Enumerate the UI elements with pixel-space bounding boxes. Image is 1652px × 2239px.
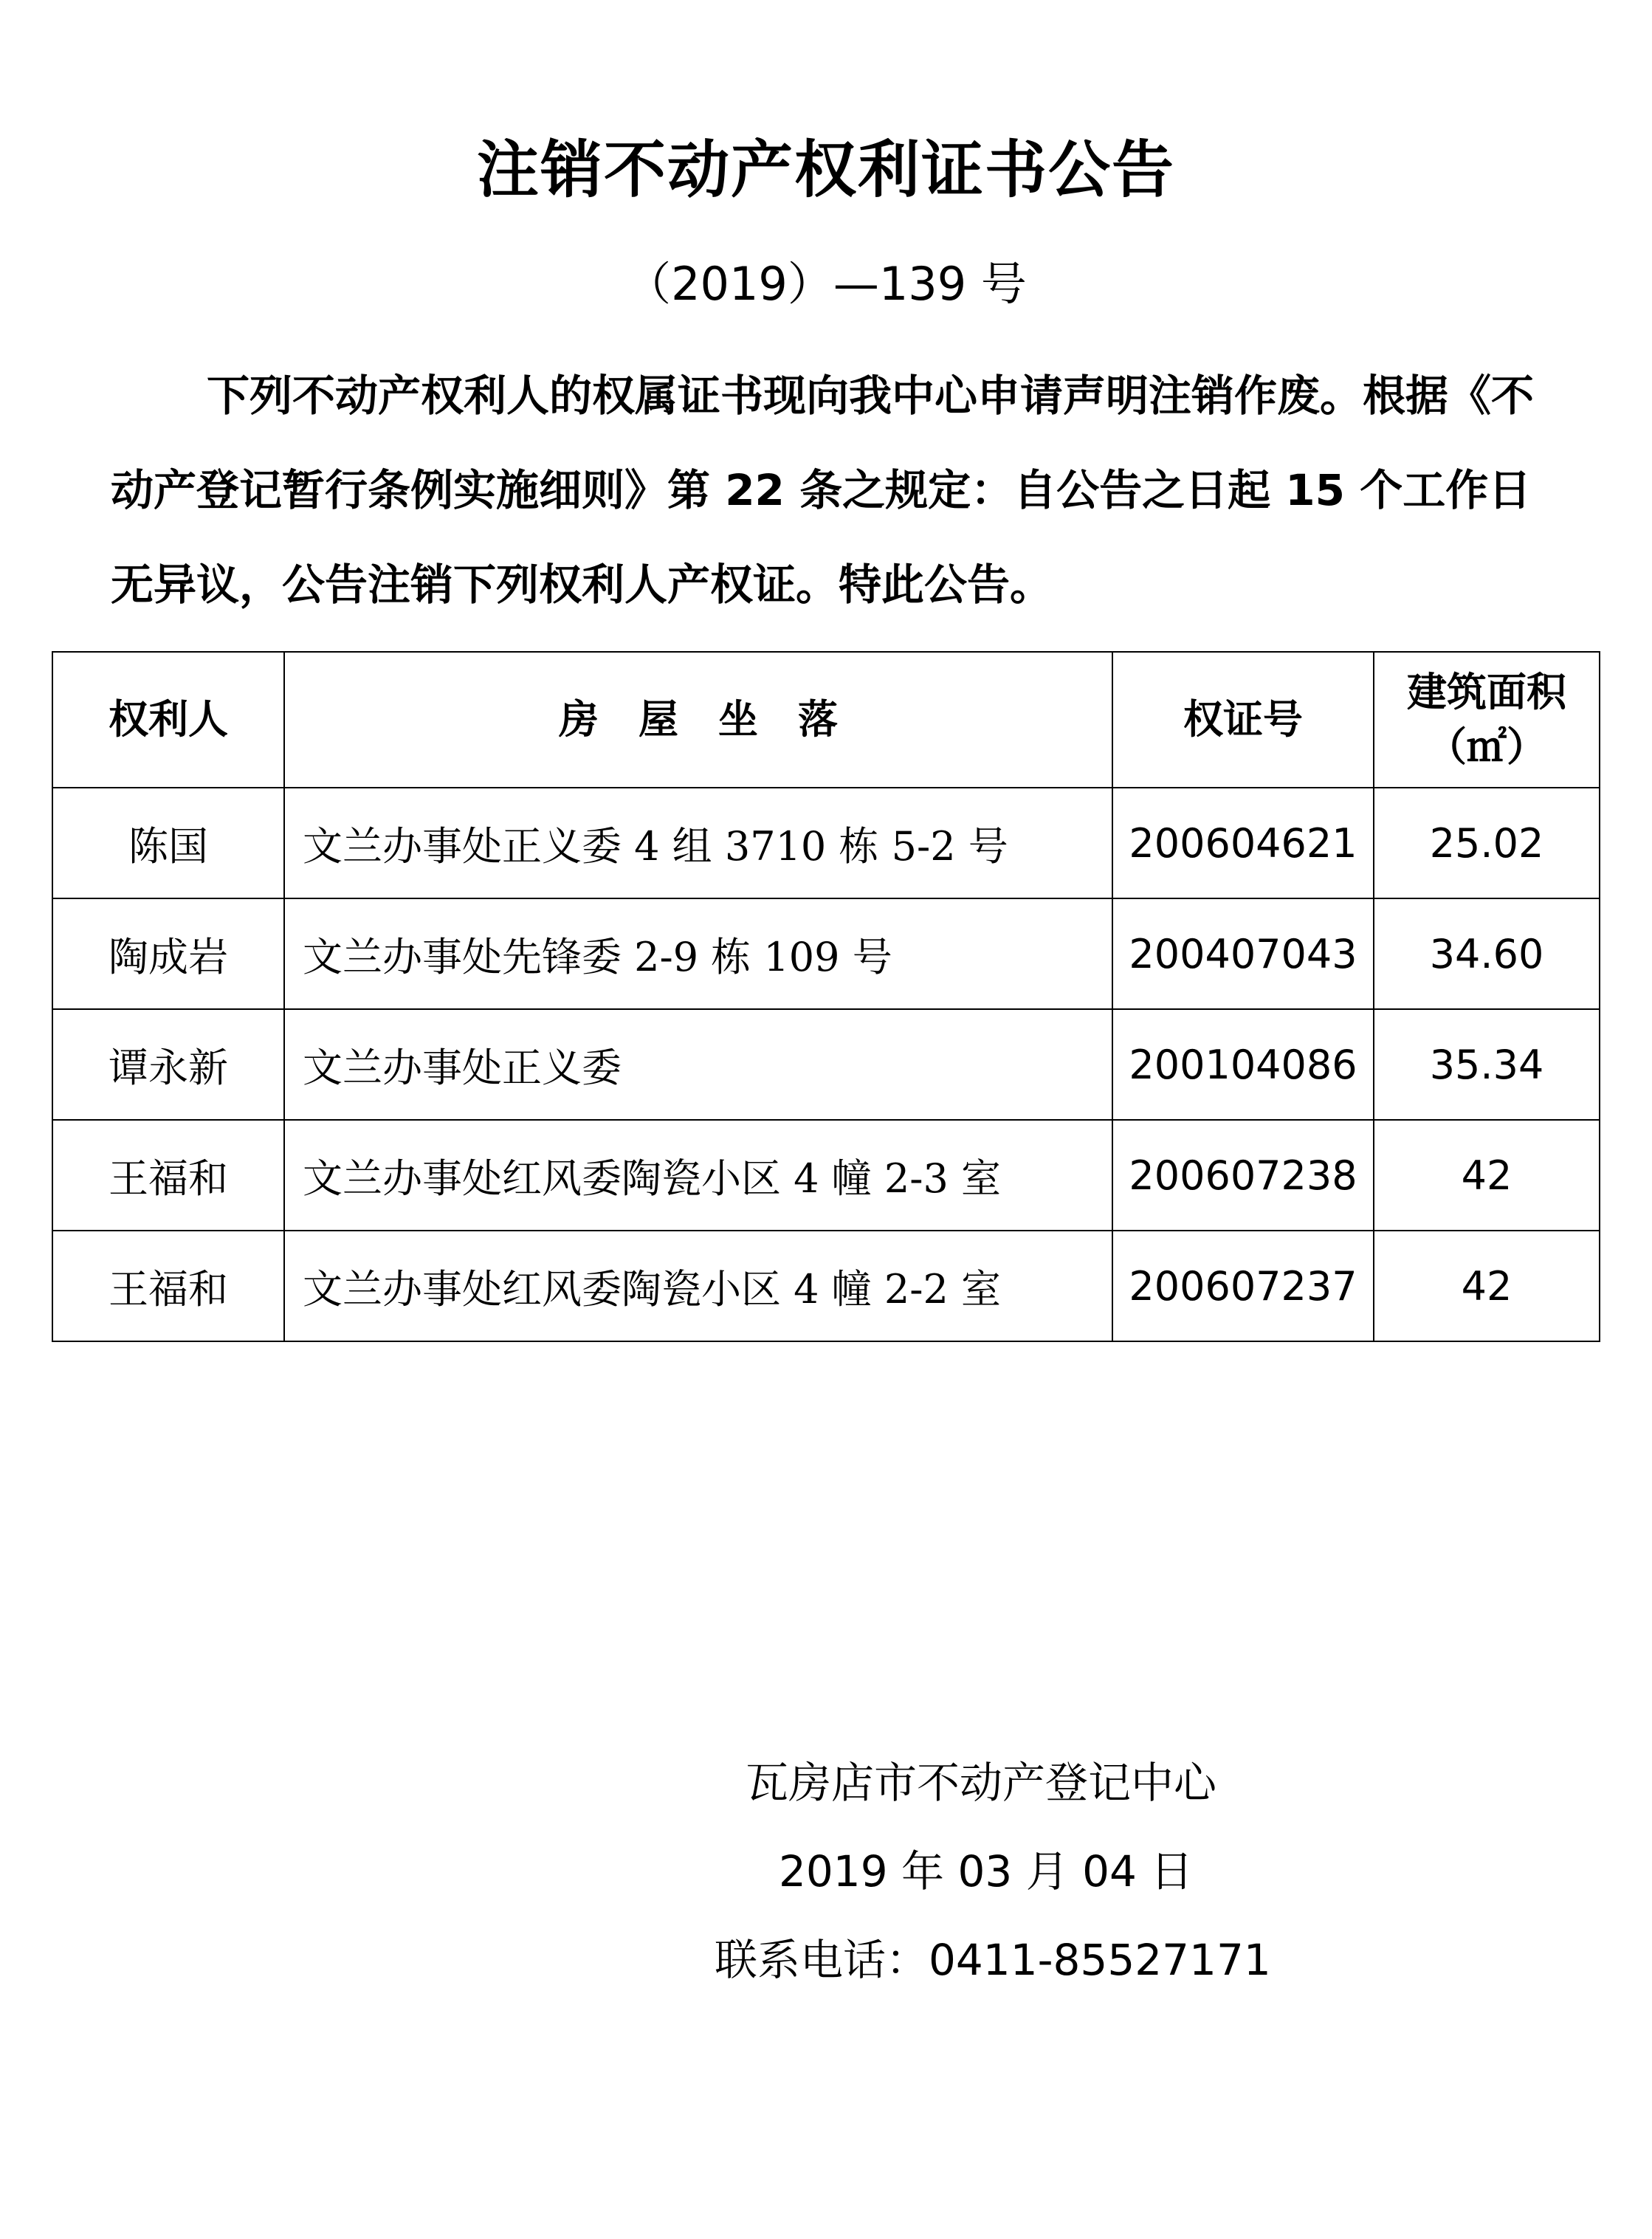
table-row [52,1231,1600,1341]
table-row [52,898,1600,1009]
table-row [52,1120,1600,1231]
cell-area: 42 [1374,1231,1600,1341]
cell-holder: 王福和 [52,1231,284,1341]
page-title: 注销不动产权利证书公告 [476,134,1175,206]
cell-cert-no: 200607238 [1112,1120,1374,1231]
cell-cert-no: 200607237 [1112,1231,1374,1341]
cell-location: 文兰办事处正义委 4 组 3710 栋 5-2 号 [284,788,1112,898]
cell-cert-no: 200104086 [1112,1009,1374,1120]
issuing-organization: 瓦房店市不动产登记中心 [746,1758,1217,1808]
cell-holder: 谭永新 [52,1009,284,1120]
header-cert-no: 权证号 [1112,652,1374,788]
header-area [1374,652,1600,788]
header-holder: 权利人 [52,652,284,788]
contact-phone: 联系电话：0411-85527171 [715,1935,1271,1985]
cell-location: 文兰办事处先锋委 2-9 栋 109 号 [284,898,1112,1009]
notice-paragraph [111,348,1558,632]
issue-date: 2019 年 03 月 04 日 [779,1846,1194,1896]
cell-location: 文兰办事处红风委陶瓷小区 4 幢 2-3 室 [284,1120,1112,1231]
header-location: 房 屋 坐 落 [284,652,1112,788]
cell-area: 25.02 [1374,788,1600,898]
notice-paragraph-text: 下列不动产权利人的权属证书现向我中心申请声明注销作废。根据《不动产登记暂行条例实施细则》第 22 条之规定：自公告之日起 15 个工作日无异议，公告注销下列权利人产权证。特此公告。 [111,371,1535,610]
cell-location: 文兰办事处正义委 [284,1009,1112,1120]
cell-area: 34.60 [1374,898,1600,1009]
cell-area: 42 [1374,1120,1600,1231]
header-area-label: 建筑面积 [1407,669,1566,715]
certificate-table [52,651,1600,1342]
table-row [52,788,1600,898]
document-number: （2019）—139 号 [625,257,1027,311]
table-row [52,1009,1600,1120]
table-header-row [52,652,1600,788]
header-area-unit: （㎡） [1427,723,1546,770]
cell-location: 文兰办事处红风委陶瓷小区 4 幢 2-2 室 [284,1231,1112,1341]
cell-area: 35.34 [1374,1009,1600,1120]
cell-holder: 陶成岩 [52,898,284,1009]
cell-holder: 陈国 [52,788,284,898]
cell-cert-no: 200407043 [1112,898,1374,1009]
cell-holder: 王福和 [52,1120,284,1231]
cell-cert-no: 200604621 [1112,788,1374,898]
